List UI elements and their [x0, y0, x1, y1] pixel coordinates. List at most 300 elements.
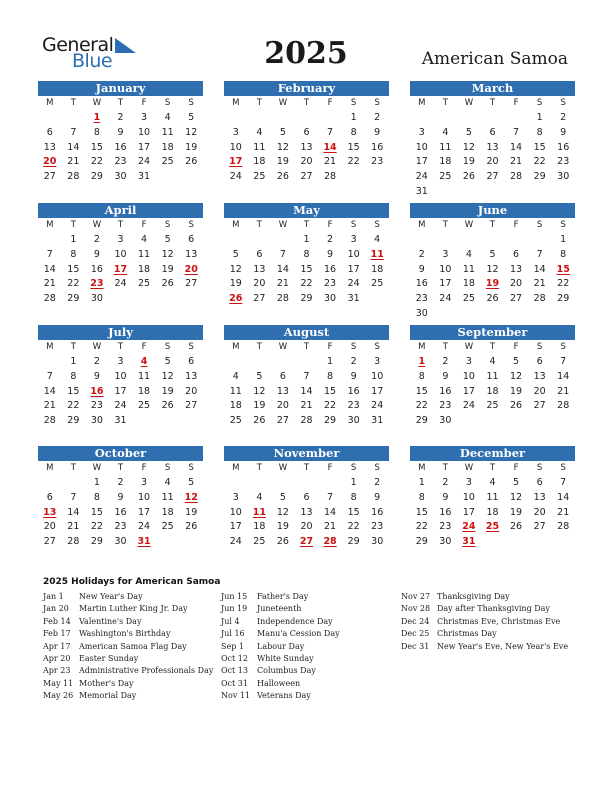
holiday-row	[43, 653, 213, 665]
day-cell: 18	[486, 506, 499, 518]
day-cell: 25	[462, 293, 475, 305]
day-cell: 1	[350, 477, 357, 488]
day-cell: 8	[560, 248, 567, 260]
day-cell: 14	[43, 385, 56, 397]
holiday-row	[221, 616, 340, 628]
day-cell: 25	[371, 278, 384, 290]
weekday-label: W	[278, 342, 288, 352]
empty-day-cell	[457, 233, 481, 248]
day-cell: 27	[185, 400, 198, 412]
day-cell: 19	[276, 521, 289, 533]
holiday-row	[43, 678, 213, 690]
day-cell: 29	[67, 293, 80, 305]
weekday-label: S	[164, 463, 171, 473]
weekday-label: F	[141, 463, 147, 473]
day-cell: 22	[415, 400, 428, 412]
month-header: February	[224, 81, 389, 96]
holiday-row	[43, 603, 213, 615]
day-cell: 6	[46, 491, 53, 503]
day-cell: 25	[138, 278, 151, 290]
holiday-date: May 11	[43, 678, 74, 688]
weekday-label: S	[374, 342, 380, 352]
day-cell: 15	[415, 385, 428, 397]
day-cell: 3	[232, 126, 239, 138]
weekday-label: M	[46, 342, 54, 352]
day-cell: 15	[533, 141, 546, 153]
holiday-day-cell: 19	[485, 278, 500, 290]
day-cell: 30	[557, 171, 570, 183]
day-cell: 20	[300, 156, 313, 168]
day-cell: 8	[93, 491, 100, 503]
holiday-column	[43, 591, 213, 703]
day-cell: 4	[164, 112, 171, 123]
holiday-column	[401, 591, 568, 653]
day-cell: 5	[188, 477, 195, 488]
holiday-date: Jul 16	[221, 629, 245, 639]
holiday-date: Sep 1	[221, 641, 244, 651]
month-day-grid	[38, 340, 203, 429]
day-cell: 10	[462, 491, 475, 503]
day-cell: 21	[67, 156, 80, 168]
day-cell: 13	[486, 141, 499, 153]
day-cell: 8	[303, 248, 310, 260]
day-cell: 4	[164, 477, 171, 488]
day-cell: 29	[347, 536, 360, 548]
weekday-label: T	[303, 98, 310, 108]
day-cell: 16	[114, 506, 127, 518]
day-cell: 13	[533, 491, 546, 503]
empty-day-cell	[224, 355, 248, 370]
weekday-label: M	[418, 98, 426, 108]
month-header: September	[410, 325, 575, 340]
day-cell: 23	[324, 278, 337, 290]
day-cell: 18	[138, 385, 151, 397]
weekday-label: T	[117, 220, 124, 230]
day-cell: 27	[253, 293, 266, 305]
day-cell: 10	[415, 141, 428, 153]
day-cell: 22	[415, 521, 428, 533]
day-cell: 12	[462, 141, 475, 153]
day-cell: 17	[229, 521, 242, 533]
month-day-grid	[224, 96, 389, 185]
month-october	[38, 446, 203, 550]
month-header: June	[410, 203, 575, 218]
empty-day-cell	[528, 233, 552, 248]
day-cell: 10	[114, 370, 127, 382]
weekday-label: T	[442, 220, 448, 230]
day-cell: 1	[70, 356, 77, 367]
weekday-label: F	[513, 342, 519, 352]
weekday-label: T	[70, 342, 76, 352]
weekday-label: T	[70, 98, 76, 108]
day-cell: 4	[489, 477, 496, 488]
holiday-day-cell: 23	[90, 278, 104, 290]
day-cell: 8	[350, 126, 357, 138]
day-cell: 30	[347, 415, 360, 427]
day-cell: 15	[324, 385, 337, 397]
day-cell: 5	[489, 248, 496, 260]
holiday-row	[221, 653, 340, 665]
holiday-day-cell: 25	[485, 521, 500, 533]
weekday-label: S	[164, 98, 171, 108]
day-cell: 22	[67, 278, 80, 290]
holiday-day-cell: 31	[462, 536, 476, 548]
month-day-grid	[224, 218, 389, 307]
day-cell: 10	[138, 126, 151, 138]
weekday-label: S	[560, 98, 566, 108]
month-header: May	[224, 203, 389, 218]
empty-day-cell	[481, 111, 505, 126]
day-cell: 5	[279, 126, 286, 138]
day-cell: 13	[533, 370, 546, 382]
month-day-grid	[224, 461, 389, 550]
holiday-day-cell: 12	[184, 491, 198, 503]
day-cell: 25	[486, 400, 499, 412]
holiday-day-cell: 11	[252, 506, 266, 518]
logo-text-blue: Blue	[72, 50, 113, 72]
weekday-label: T	[70, 463, 76, 473]
day-cell: 19	[462, 156, 475, 168]
weekday-label: W	[278, 220, 288, 230]
day-cell: 11	[138, 370, 151, 382]
day-cell: 10	[229, 506, 242, 518]
day-cell: 22	[90, 156, 103, 168]
day-cell: 18	[253, 521, 266, 533]
day-cell: 1	[70, 234, 77, 245]
weekday-label: T	[303, 463, 310, 473]
holiday-row	[221, 591, 340, 603]
day-cell: 1	[418, 477, 425, 488]
day-cell: 24	[114, 278, 127, 290]
day-cell: 29	[415, 536, 428, 548]
day-cell: 3	[374, 356, 381, 367]
day-cell: 28	[557, 521, 570, 533]
day-cell: 6	[303, 491, 310, 503]
weekday-label: S	[350, 220, 357, 230]
day-cell: 21	[276, 278, 289, 290]
day-cell: 3	[465, 477, 472, 488]
day-cell: 26	[276, 171, 289, 183]
day-cell: 31	[114, 415, 127, 427]
holiday-day-cell: 17	[229, 156, 243, 168]
day-cell: 21	[43, 278, 56, 290]
day-cell: 10	[439, 263, 452, 275]
weekday-label: S	[536, 463, 543, 473]
day-cell: 22	[67, 400, 80, 412]
day-cell: 5	[513, 477, 520, 488]
day-cell: 3	[418, 126, 425, 138]
day-cell: 6	[303, 126, 310, 138]
weekday-label: S	[350, 98, 357, 108]
weekday-label: T	[256, 463, 262, 473]
logo-text-general: General	[42, 34, 114, 56]
weekday-label: T	[117, 342, 124, 352]
weekday-label: S	[188, 342, 194, 352]
holiday-row	[401, 628, 568, 640]
day-cell: 19	[161, 263, 174, 275]
day-cell: 5	[188, 112, 195, 123]
day-cell: 4	[489, 356, 496, 367]
day-cell: 27	[276, 415, 289, 427]
day-cell: 8	[418, 491, 425, 503]
weekday-label: F	[327, 342, 333, 352]
day-cell: 7	[303, 370, 310, 382]
day-cell: 12	[276, 141, 289, 153]
day-cell: 30	[90, 293, 103, 305]
weekday-label: M	[232, 98, 240, 108]
day-cell: 25	[253, 171, 266, 183]
holiday-name: Juneteenth	[257, 604, 302, 614]
day-cell: 14	[276, 263, 289, 275]
day-cell: 19	[510, 506, 523, 518]
weekday-label: S	[374, 98, 380, 108]
day-cell: 2	[442, 356, 449, 367]
day-cell: 22	[324, 400, 337, 412]
day-cell: 26	[510, 400, 523, 412]
weekday-label: T	[442, 342, 448, 352]
day-cell: 6	[513, 248, 520, 260]
day-cell: 23	[114, 156, 127, 168]
day-cell: 21	[324, 156, 337, 168]
day-cell: 13	[300, 506, 313, 518]
holiday-row	[221, 690, 340, 702]
month-day-grid	[38, 96, 203, 185]
day-cell: 21	[510, 156, 523, 168]
month-january	[38, 81, 203, 185]
weekday-label: M	[418, 342, 426, 352]
day-cell: 3	[465, 356, 472, 367]
day-cell: 29	[67, 415, 80, 427]
day-cell: 11	[253, 141, 266, 153]
holiday-row	[221, 665, 340, 677]
day-cell: 15	[347, 506, 360, 518]
day-cell: 1	[93, 477, 100, 488]
holiday-day-cell: 17	[113, 263, 128, 275]
empty-day-cell	[248, 476, 272, 491]
day-cell: 6	[279, 370, 286, 382]
month-september	[410, 325, 575, 429]
day-cell: 12	[510, 370, 523, 382]
day-cell: 2	[374, 477, 381, 488]
day-cell: 8	[350, 491, 357, 503]
month-february	[224, 81, 389, 185]
day-cell: 5	[232, 248, 239, 260]
day-cell: 2	[117, 112, 124, 123]
empty-day-cell	[295, 111, 319, 126]
weekday-label: S	[560, 342, 566, 352]
day-cell: 10	[114, 248, 127, 260]
weekday-label: W	[464, 220, 474, 230]
day-cell: 1	[327, 356, 334, 367]
holiday-day-cell: 11	[370, 248, 384, 260]
day-cell: 17	[138, 506, 151, 518]
month-header: November	[224, 446, 389, 461]
day-cell: 14	[43, 263, 56, 275]
month-april	[38, 203, 203, 307]
holiday-row	[43, 591, 213, 603]
day-cell: 23	[415, 293, 428, 305]
weekday-label: S	[560, 463, 566, 473]
day-cell: 24	[138, 156, 151, 168]
holiday-date: Oct 12	[221, 653, 248, 663]
day-cell: 22	[347, 156, 360, 168]
day-cell: 19	[276, 156, 289, 168]
day-cell: 3	[141, 112, 148, 123]
day-cell: 31	[371, 415, 384, 427]
day-cell: 20	[276, 400, 289, 412]
weekday-label: T	[489, 98, 496, 108]
day-cell: 2	[350, 356, 357, 367]
day-cell: 20	[533, 385, 546, 397]
weekday-label: F	[141, 342, 147, 352]
day-cell: 23	[347, 400, 360, 412]
day-cell: 19	[253, 400, 266, 412]
month-march	[410, 81, 575, 200]
weekday-label: S	[536, 220, 543, 230]
day-cell: 18	[161, 141, 174, 153]
day-cell: 20	[533, 506, 546, 518]
day-cell: 18	[161, 506, 174, 518]
holiday-date: Nov 11	[221, 691, 251, 701]
day-cell: 7	[327, 491, 334, 503]
day-cell: 17	[415, 156, 428, 168]
day-cell: 20	[43, 521, 56, 533]
holiday-name: Washington's Birthday	[79, 629, 171, 639]
day-cell: 22	[90, 521, 103, 533]
day-cell: 13	[300, 141, 313, 153]
day-cell: 28	[43, 415, 56, 427]
day-cell: 16	[557, 141, 570, 153]
day-cell: 21	[324, 521, 337, 533]
day-cell: 11	[138, 248, 151, 260]
day-cell: 8	[327, 370, 334, 382]
day-cell: 10	[371, 370, 384, 382]
day-cell: 1	[560, 234, 567, 245]
day-cell: 6	[536, 356, 543, 367]
month-may	[224, 203, 389, 307]
day-cell: 7	[70, 126, 77, 138]
day-cell: 24	[462, 400, 475, 412]
day-cell: 23	[371, 521, 384, 533]
day-cell: 4	[256, 491, 263, 503]
empty-day-cell	[38, 476, 62, 491]
weekday-label: W	[278, 98, 288, 108]
holiday-name: Manu'a Cession Day	[257, 629, 340, 639]
day-cell: 20	[185, 385, 198, 397]
day-cell: 10	[462, 370, 475, 382]
day-cell: 21	[533, 278, 546, 290]
day-cell: 1	[350, 112, 357, 123]
weekday-label: M	[232, 220, 240, 230]
empty-day-cell	[504, 233, 528, 248]
day-cell: 26	[276, 536, 289, 548]
day-cell: 18	[253, 156, 266, 168]
day-cell: 29	[90, 536, 103, 548]
day-cell: 26	[161, 400, 174, 412]
day-cell: 14	[557, 491, 570, 503]
empty-day-cell	[271, 233, 295, 248]
weekday-label: W	[464, 98, 474, 108]
day-cell: 14	[324, 506, 337, 518]
weekday-label: S	[164, 342, 171, 352]
holiday-date: Nov 28	[401, 604, 431, 614]
day-cell: 12	[486, 263, 499, 275]
holiday-row	[401, 603, 568, 615]
empty-day-cell	[38, 233, 62, 248]
empty-day-cell	[224, 233, 248, 248]
holiday-day-cell: 28	[323, 536, 337, 548]
day-cell: 16	[371, 141, 384, 153]
holiday-day-cell: 14	[323, 141, 337, 153]
day-cell: 19	[229, 278, 242, 290]
empty-day-cell	[38, 355, 62, 370]
weekday-label: M	[46, 220, 54, 230]
month-november	[224, 446, 389, 550]
day-cell: 30	[114, 171, 127, 183]
day-cell: 16	[371, 506, 384, 518]
holiday-date: Oct 13	[221, 666, 248, 676]
day-cell: 19	[185, 141, 198, 153]
day-cell: 24	[229, 171, 242, 183]
weekday-label: T	[256, 220, 262, 230]
day-cell: 25	[138, 400, 151, 412]
holiday-name: Martin Luther King Jr. Day	[79, 604, 188, 614]
day-cell: 23	[371, 156, 384, 168]
month-july	[38, 325, 203, 429]
day-cell: 6	[489, 126, 496, 138]
day-cell: 9	[442, 491, 449, 503]
day-cell: 9	[418, 263, 425, 275]
weekday-label: W	[92, 342, 102, 352]
holiday-list	[43, 577, 583, 701]
day-cell: 24	[347, 278, 360, 290]
month-december	[410, 446, 575, 550]
day-cell: 9	[93, 370, 100, 382]
empty-day-cell	[504, 111, 528, 126]
day-cell: 15	[67, 263, 80, 275]
weekday-label: W	[92, 220, 102, 230]
day-cell: 8	[536, 126, 543, 138]
holiday-day-cell: 20	[43, 156, 57, 168]
day-cell: 24	[415, 171, 428, 183]
weekday-label: S	[374, 220, 380, 230]
day-cell: 9	[117, 491, 124, 503]
day-cell: 2	[418, 248, 425, 260]
day-cell: 6	[46, 126, 53, 138]
weekday-label: F	[141, 98, 147, 108]
day-cell: 28	[276, 293, 289, 305]
day-cell: 15	[67, 385, 80, 397]
holiday-name: Halloween	[257, 678, 301, 688]
day-cell: 7	[327, 126, 334, 138]
day-cell: 9	[374, 126, 381, 138]
day-cell: 18	[371, 263, 384, 275]
weekday-label: F	[327, 98, 333, 108]
month-header: April	[38, 203, 203, 218]
day-cell: 8	[93, 126, 100, 138]
empty-day-cell	[62, 111, 86, 126]
day-cell: 4	[141, 234, 148, 245]
day-cell: 4	[232, 370, 239, 382]
day-cell: 17	[347, 263, 360, 275]
day-cell: 27	[43, 171, 56, 183]
day-cell: 21	[557, 385, 570, 397]
weekday-label: M	[46, 98, 54, 108]
weekday-label: M	[232, 463, 240, 473]
day-cell: 9	[560, 126, 567, 138]
day-cell: 25	[229, 415, 242, 427]
holiday-name: Mother's Day	[79, 678, 134, 688]
